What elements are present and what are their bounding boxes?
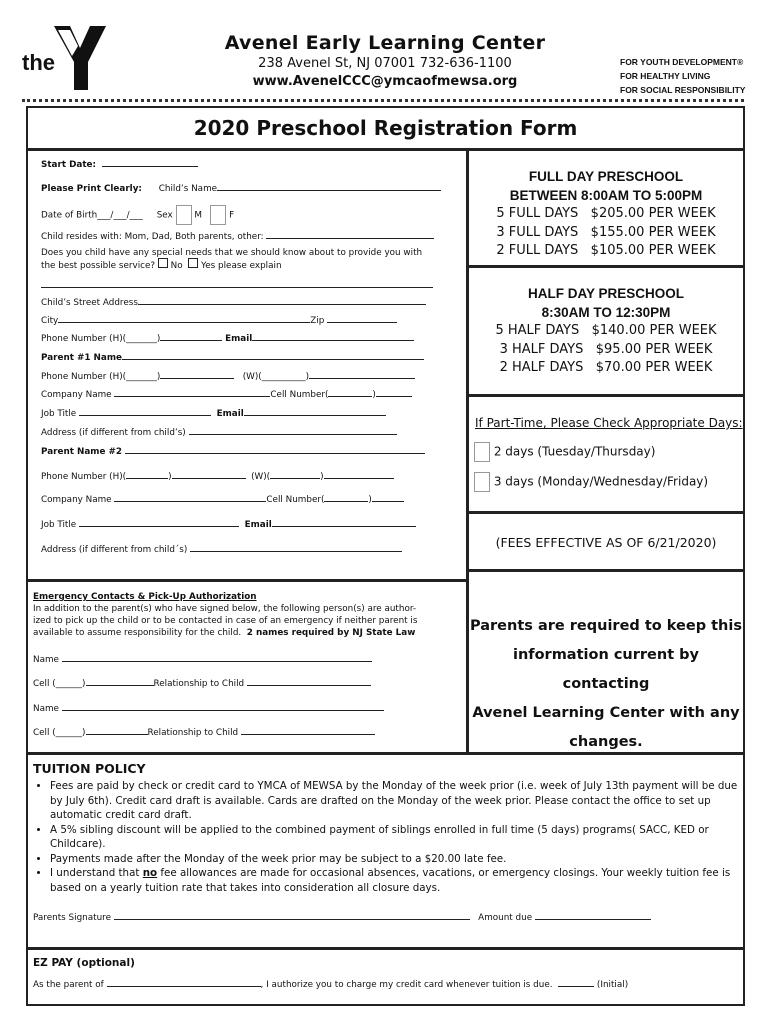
female-label: F: [229, 210, 235, 221]
amount-due-label: Amount due: [478, 913, 533, 923]
signature-label: Parents Signature: [33, 913, 111, 923]
header-divider: [22, 99, 744, 102]
no-label: No: [170, 261, 183, 271]
company-label-2: Company Name: [41, 495, 112, 505]
city-label: City: [41, 316, 59, 326]
policy-item-late-fee: • Payments made after the Monday of the week prior may be subject to a $20.00 late fee.: [50, 852, 740, 867]
logo-word: the: [22, 50, 55, 75]
emergency-cell-1[interactable]: [33, 676, 371, 689]
resides-field[interactable]: [41, 229, 434, 242]
special-needs-question: Does you child have any special needs that we should know about to provide you with: [41, 248, 423, 258]
city-zip-field[interactable]: [41, 313, 397, 326]
parent1-address-field[interactable]: [41, 425, 397, 438]
tagline-youth: FOR YOUTH DEVELOPMENT®: [620, 57, 744, 67]
signature-field[interactable]: [33, 910, 651, 923]
parent1-phone-field[interactable]: Phone Number (H)(_______) (W)(__________): [41, 369, 415, 382]
tuition-heading: TUITION POLICY: [33, 761, 146, 776]
explain-line[interactable]: [41, 287, 433, 288]
sex-label: Sex: [156, 210, 173, 221]
checkbox-female[interactable]: [210, 205, 226, 225]
parent2-address-field[interactable]: [41, 542, 402, 555]
allowances-b: fee allowances are made for occasional absences, vacations, or emergency closings. Your weekly tuition fee is based on a yearly tuition rate that takes into consideration all closure days.: [50, 867, 731, 894]
yes-label: Yes please explain: [201, 261, 282, 271]
address-diff-label: Address (if different from child’s): [41, 428, 186, 438]
zip-label: Zip: [310, 316, 325, 326]
emergency-name-2[interactable]: [33, 701, 384, 714]
emergency-text-3a: available to assume responsibility for the child.: [33, 628, 242, 638]
org-name: Avenel Early Learning Center: [224, 32, 546, 54]
tagline-social: FOR SOCIAL RESPONSIBILITY: [620, 85, 746, 95]
tuition-policy-list: [28, 779, 740, 895]
parent2-label: Parent Name #2: [41, 447, 122, 457]
cell-label-e1: Cell (______): [33, 679, 86, 689]
full-day-rate-2: 2 FULL DAYS $105.00 PER WEEK: [496, 243, 716, 258]
emergency-section: [26, 580, 468, 754]
initial-label: (Initial): [596, 980, 629, 990]
relationship-label-1: Relationship to Child: [153, 679, 245, 689]
half-day-rate-3: 3 HALF DAYS $95.00 PER WEEK: [499, 341, 713, 357]
ez-pay-authorization[interactable]: [33, 977, 628, 990]
parent2-company-field[interactable]: Company Name Cell Number( ): [41, 492, 404, 505]
ez-pay-text-a: As the parent of: [33, 980, 104, 990]
notice-line-2: information current by contacting: [512, 647, 700, 692]
emergency-text-3b: 2 names required by NJ State Law: [246, 628, 416, 638]
special-needs-options[interactable]: [41, 258, 282, 271]
tagline-living: FOR HEALTHY LIVING: [620, 71, 711, 81]
emergency-name-1[interactable]: [33, 652, 372, 665]
part-time-option-2days-label: 2 days (Tuesday/Thursday): [493, 444, 656, 459]
full-day-rate-3: 3 FULL DAYS $155.00 PER WEEK: [496, 224, 716, 240]
fees-effective: (FEES EFFECTIVE AS OF 6/21/2020): [467, 512, 745, 571]
cell-label-e2: Cell (______): [33, 728, 86, 738]
checkbox-yes[interactable]: [188, 258, 198, 268]
checkbox-no[interactable]: [158, 258, 168, 268]
parent2-name-field[interactable]: [41, 444, 425, 457]
special-needs-question-2: the best possible service?: [41, 261, 156, 271]
cell-label-2: Cell Number(: [266, 495, 325, 505]
email-label-3: Email: [244, 520, 272, 530]
part-time-heading: If Part-Time, Please Check Appropriate Days:: [475, 416, 743, 430]
policy-item-allowances: [50, 866, 740, 895]
form-title: 2020 Preschool Registration Form: [26, 106, 745, 150]
part-time-box: [467, 395, 745, 513]
checkbox-2days[interactable]: [474, 442, 490, 462]
male-label: M: [194, 210, 202, 221]
parent2-phone-field[interactable]: Phone Number (H)( ) (W)( ): [41, 469, 394, 482]
resides-label: Child resides with: Mom, Dad, Both parents, other:: [41, 232, 264, 242]
parent1-name-field[interactable]: [41, 350, 424, 363]
notice-line-1: Parents are required to keep this: [470, 618, 742, 634]
child-name-field[interactable]: [41, 181, 441, 194]
address-diff-label-2: Address (if different from child´s): [41, 545, 188, 555]
part-time-option-3days-label: 3 days (Monday/Wednesday/Friday): [493, 474, 709, 489]
email-label-2: Email: [216, 409, 244, 419]
cell-label: Cell Number(: [270, 390, 329, 400]
w2-label: (W)(: [251, 472, 271, 482]
org-website[interactable]: www.AvenelCCC@ymcaofmewsa.org: [252, 74, 518, 89]
ez-pay-text-b: , I authorize you to charge my credit card whenever tuition is due.: [260, 980, 553, 990]
phone-label: Phone Number (H)(_______): [41, 334, 161, 344]
emergency-heading: Emergency Contacts & Pick-Up Authorization: [33, 592, 257, 602]
full-day-title: FULL DAY PRESCHOOL: [528, 169, 684, 184]
half-day-rate-5: 5 HALF DAYS $140.00 PER WEEK: [495, 323, 717, 338]
full-day-hours: BETWEEN 8:00AM TO 5:00PM: [509, 188, 703, 203]
job-label-2: Job Title: [41, 520, 77, 530]
phone-email-field[interactable]: [41, 331, 414, 344]
relationship-label-2: Relationship to Child: [147, 728, 239, 738]
street-label: Child’s Street Address: [41, 298, 138, 308]
half-day-rate-2: 2 HALF DAYS $70.00 PER WEEK: [499, 360, 713, 375]
start-date-field[interactable]: [41, 157, 198, 170]
checkbox-male[interactable]: [176, 205, 192, 225]
emergency-cell-2[interactable]: [33, 725, 375, 738]
ez-pay-heading: EZ PAY (optional): [33, 957, 135, 969]
full-day-box: [467, 149, 745, 267]
emergency-text-2: ized to pick up the child or to be contacted in case of an emergency if neither parent is: [33, 616, 418, 626]
email-label: Email: [225, 334, 253, 344]
street-field[interactable]: [41, 295, 426, 308]
tuition-section: [26, 753, 745, 949]
notice-line-4: changes.: [569, 734, 643, 750]
notice-line-3: Avenel Learning Center with any: [472, 705, 740, 721]
print-clearly-label: Please Print Clearly:: [41, 184, 142, 194]
half-day-title: HALF DAY PRESCHOOL: [527, 286, 685, 301]
start-date-label: Start Date:: [41, 160, 97, 170]
child-name-label: Child’s Name: [158, 184, 218, 194]
full-day-rate-5: 5 FULL DAYS $205.00 PER WEEK: [496, 206, 716, 221]
parent1-company-field[interactable]: Company Name Cell Number( ): [41, 387, 412, 400]
notice-box: [467, 570, 745, 754]
org-address: 238 Avenel St, NJ 07001 732-636-1100: [258, 56, 512, 71]
part-time-option-3days[interactable]: [474, 472, 708, 492]
company-label: Company Name: [41, 390, 112, 400]
half-day-hours: 8:30AM TO 12:30PM: [541, 305, 671, 320]
half-day-box: [467, 266, 745, 396]
allowances-a: I understand that: [50, 867, 143, 879]
part-time-option-2days[interactable]: [474, 442, 655, 462]
phone-w-label: (W)(__________): [242, 372, 310, 382]
parent2-job-field[interactable]: [41, 517, 416, 530]
dob-sex-field[interactable]: [41, 205, 234, 225]
emergency-text-1: In addition to the parent(s) who have signed below, the following person(s) are author-: [33, 604, 417, 614]
allowances-no: no: [142, 867, 158, 879]
name-label-2: Name: [33, 704, 59, 714]
name-label-1: Name: [33, 655, 59, 665]
job-label: Job Title: [41, 409, 77, 419]
checkbox-3days[interactable]: [474, 472, 490, 492]
parent1-job-field[interactable]: [41, 406, 386, 419]
emergency-text-3: [33, 628, 415, 638]
logo-sub: YMCA: [88, 66, 100, 85]
ez-pay-section: [26, 948, 745, 1006]
policy-item-payment: • Fees are paid by check or credit card to YMCA of MEWSA by the Monday of the week prior (i.e. week of July 13th payment will be due by July 6th). Credit card draft is available. Cards are drafted on the Monday of the week prior. Please contact the office to set up automatic credit card draft.: [50, 779, 740, 823]
policy-item-discount: • A 5% sibling discount will be applied to the combined payment of siblings enrolled in full time (5 days) programs( SACC, KED or Childcare).: [50, 823, 740, 852]
parent1-label: Parent #1 Name: [41, 353, 122, 363]
dob-label: Date of Birth___/___/___: [41, 210, 143, 221]
